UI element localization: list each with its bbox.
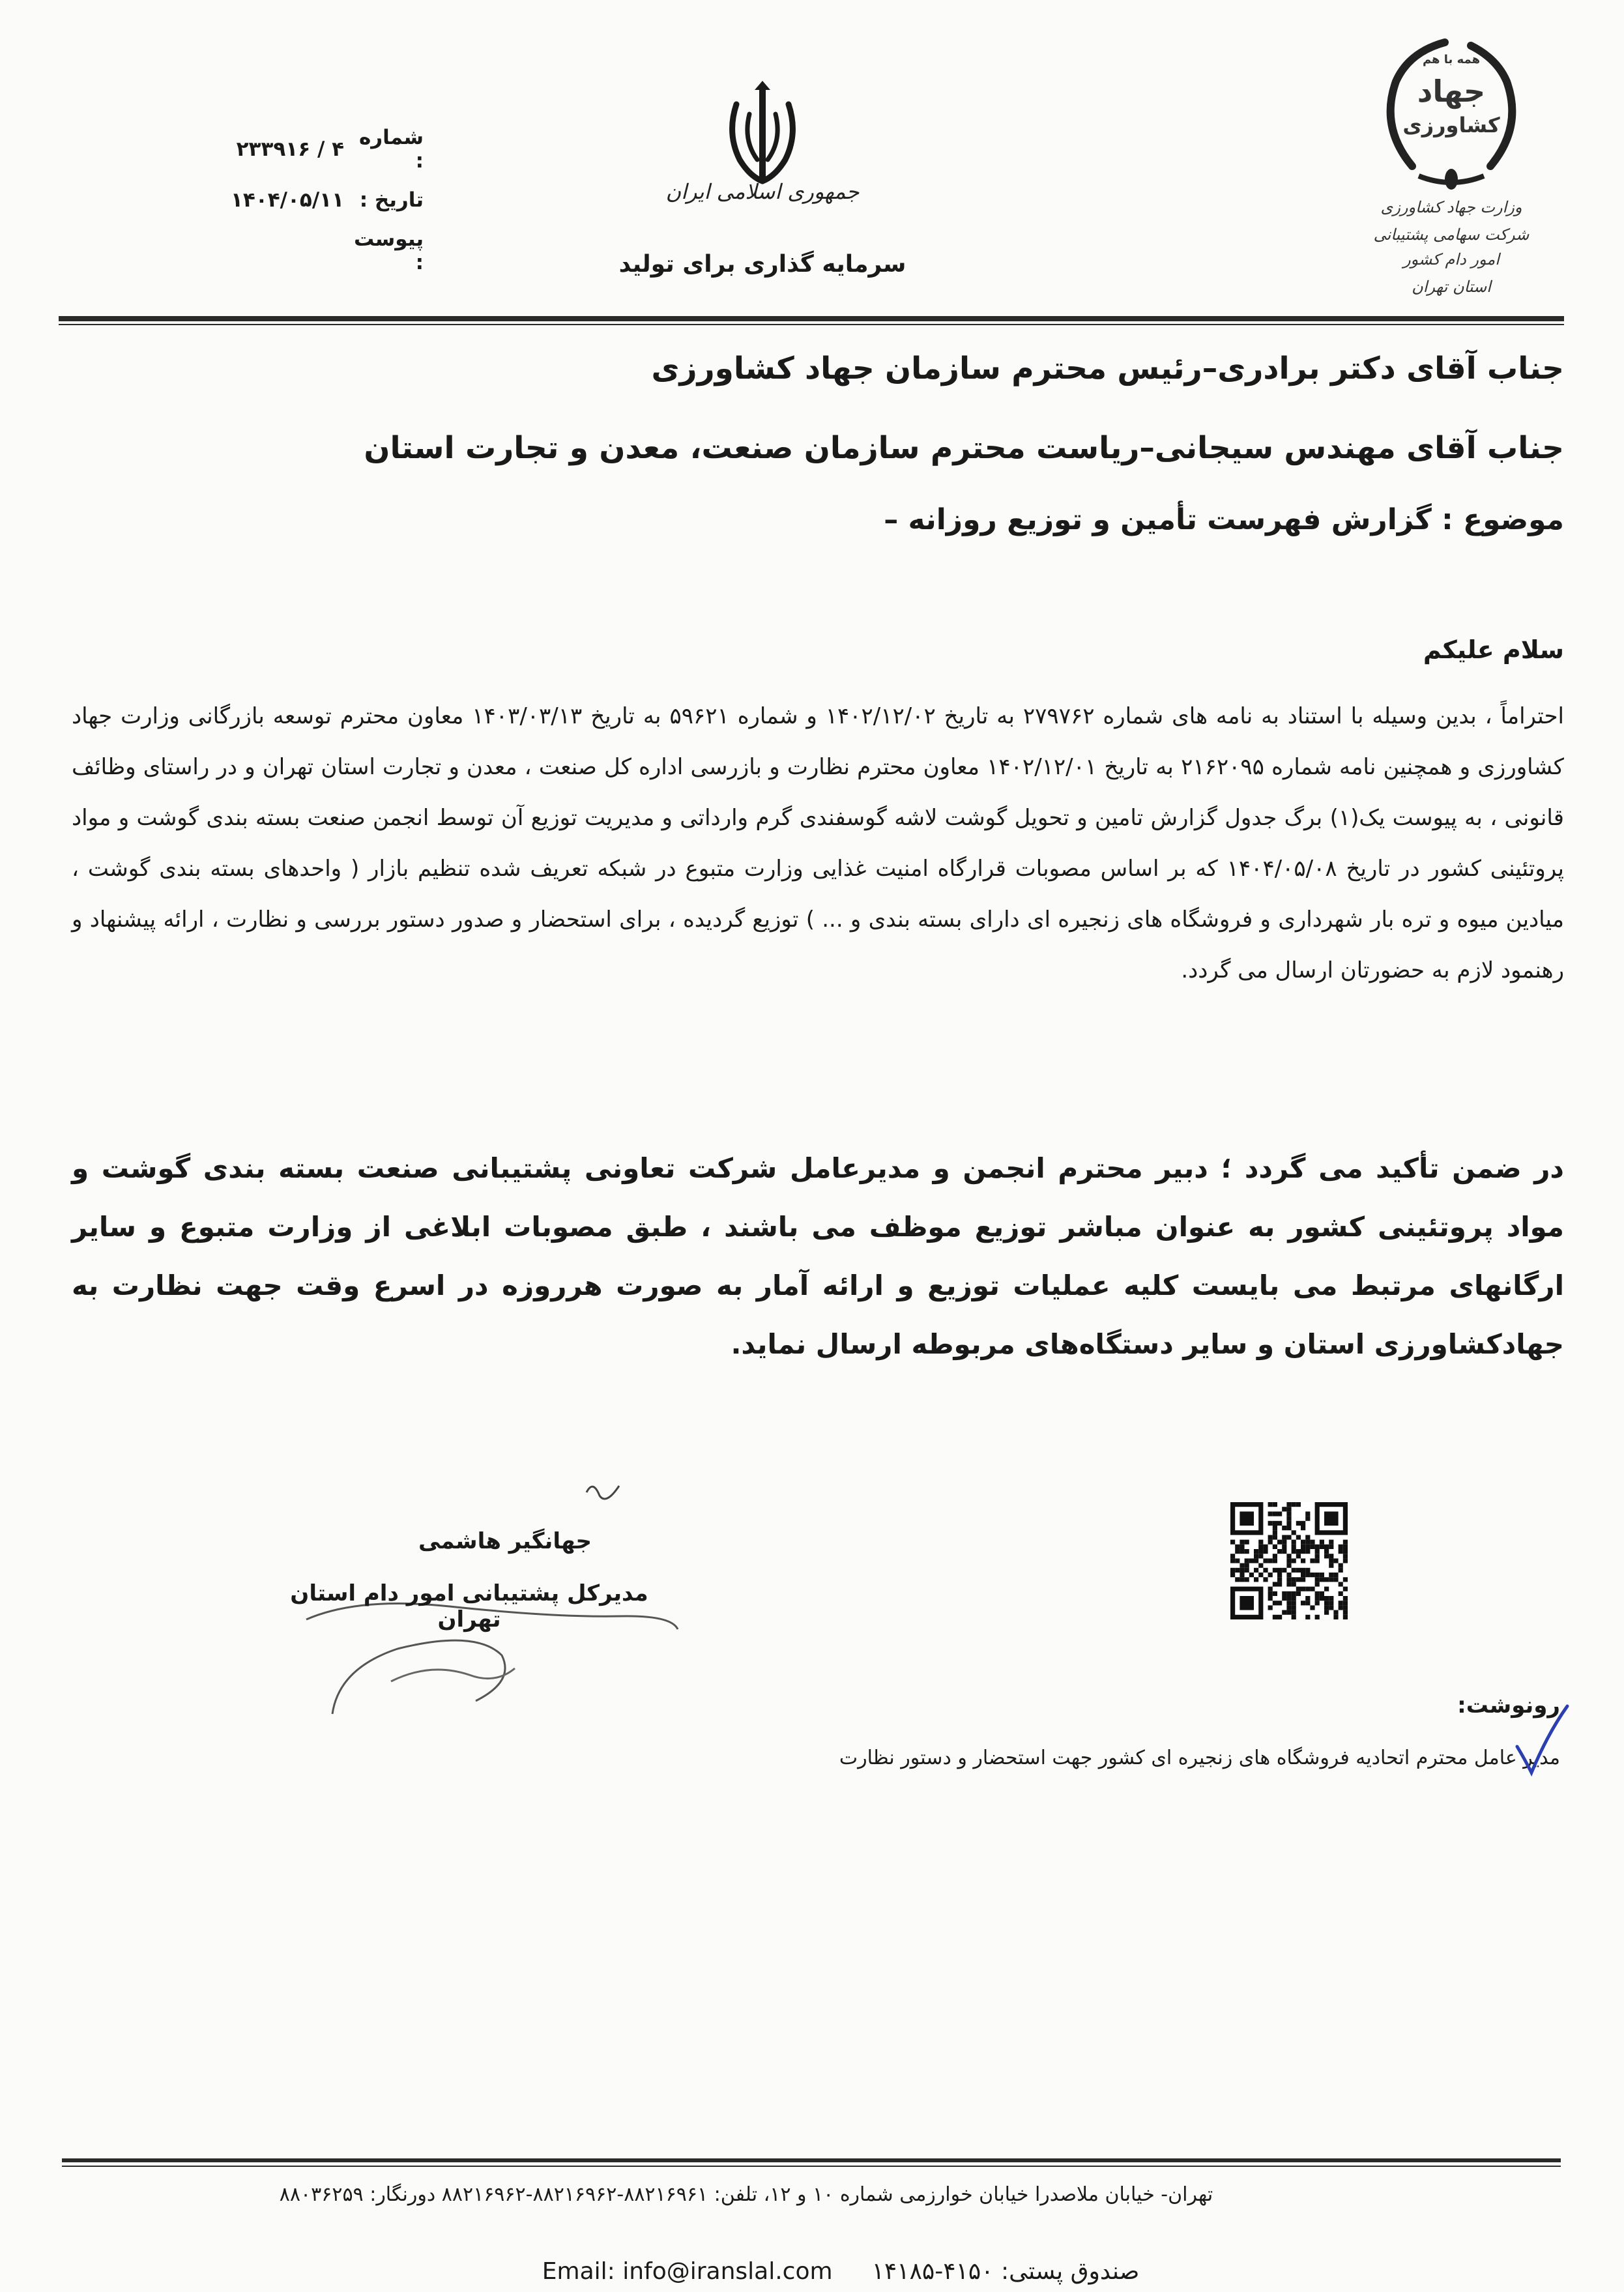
addressee-2: جناب آقای مهندس سیجانی–ریاست محترم سازمان صنعت، معدن و تجارت استان	[364, 430, 1564, 466]
footer-address: تهران- خیابان ملاصدرا خیابان خوارزمی شماره ۱۰ و ۱۲، تلفن: ۸۸۲۱۶۹۶۱-۸۸۲۱۶۹۶۲-۸۸۲۱۶۹۶۲ دورنگار: ۸۸۰۳۶۲۵۹	[279, 2183, 1213, 2206]
organization-logo	[1367, 29, 1536, 316]
state-emblem-icon	[723, 78, 802, 196]
footer-divider-thin	[62, 2166, 1561, 2167]
subject-line: موضوع : گزارش فهرست تأمین و توزیع روزانه –	[884, 503, 1564, 536]
logo-caption-2: شرکت سهامی پشتیبانی امور دام کشور	[1373, 225, 1530, 268]
country-name: جمهوری اسلامی ایران	[665, 179, 860, 204]
logo-name-line1: جهاد	[1417, 74, 1486, 109]
meta-number-label: شماره :	[358, 126, 424, 173]
meta-number-row	[163, 124, 424, 175]
slogan: سرمایه گذاری برای تولید	[618, 251, 906, 278]
qr-code-icon	[1230, 1502, 1348, 1619]
header-divider-thin	[59, 324, 1564, 325]
cc-label: رونوشت:	[1457, 1692, 1560, 1719]
footer-contact	[450, 2258, 1232, 2292]
signatory-title: مدیرکل پشتیبانی امور دام استان تهران	[290, 1580, 648, 1632]
footer-divider	[62, 2158, 1561, 2162]
meta-date-label: تاریخ :	[359, 188, 424, 212]
logo-caption-1: وزارت جهاد کشاورزی	[1380, 198, 1522, 216]
meta-date-row	[163, 175, 424, 225]
logo-caption-3: استان تهران	[1412, 278, 1491, 296]
letter-metadata	[163, 124, 424, 276]
footer-po-box: صندوق پستی: ۴۱۵۰-۱۴۱۸۵	[871, 2258, 1140, 2285]
meta-attachment-label: پیوست :	[353, 227, 424, 274]
meta-attachment-row	[163, 225, 424, 276]
meta-number-value: ۴ / ۲۳۳۹۱۶	[236, 138, 344, 161]
addressee-1: جناب آقای دکتر برادری–رئیس محترم سازمان جهاد کشاورزی	[651, 351, 1564, 386]
logo-name-line2: کشاورزی	[1402, 113, 1500, 138]
greeting: سلام علیکم	[1423, 635, 1564, 664]
jihad-logo-emblem	[1373, 29, 1530, 192]
footer-email: Email: info@iranslal.com	[542, 2258, 833, 2285]
body-emphasis-paragraph: در ضمن تأکید می گردد ؛ دبیر محترم انجمن و مدیرعامل شرکت تعاونی پشتیبانی صنعت بسته بندی گوشت و مواد پروتئینی کشور به عنوان مباشر توزیع موظف می باشند ، طبق مصوبات ابلاغی از وزارت متبوع و سایر ارگانهای مرتبط می بایست کلیه عملیات توزیع و ارائه آمار به صورت هرروزه در اسرع وقت جهت نظارت به جهادکشاورزی استان و سایر دستگاه‌های مربوطه ارسال نماید.	[72, 1152, 1564, 1360]
cc-item: مدیر عامل محترم اتحادیه فروشگاه های زنجیره ای کشور جهت استحضار و دستور نظارت	[839, 1747, 1560, 1769]
meta-date-value: ۱۴۰۴/۰۵/۱۱	[230, 188, 344, 212]
signatory-name: جهانگیر هاشمی	[418, 1528, 592, 1554]
body-paragraph: احتراماً ، بدین وسیله با استناد به نامه های شماره ۲۷۹۷۶۲ به تاریخ ۱۴۰۲/۱۲/۰۲ و شماره ۵۹۶۲۱ به تاریخ ۱۴۰۳/۰۳/۱۳ معاون محترم توسعه بازرگانی وزارت جهاد کشاورزی و همچنین نامه شماره ۲۱۶۲۰۹۵ به تاریخ ۱۴۰۲/۱۲/۰۱ معاون محترم نظارت و بازرسی اداره کل صنعت ، معدن و تجارت استان تهران و در راستای وظائف قانونی ، به پیوست یک(۱) برگ جدول گزارش تامین و تحویل گوشت لاشه گوسفندی گرم وارداتی و مدیریت توزیع آن توسط انجمن صنعت بسته بندی گوشت و مواد پروتئینی کشور در تاریخ ۱۴۰۴/۰۵/۰۸ که بر اساس مصوبات قرارگاه امنیت غذایی وزارت متبوع در شبکه تعریف شده تنظیم بازار ( واحدهای بسته بندی گوشت ، میادین میوه و تره بار شهرداری و فروشگاه های زنجیره ای دارای بسته بندی و ... ) توزیع گردیده ، برای استحضار و صدور دستور بررسی و نظارت ، ارائه پیشنهاد و رهنمود لازم به حضورتان ارسال می گردد.	[72, 703, 1565, 983]
logo-tagline: همه با هم	[1422, 53, 1481, 66]
header-divider	[59, 316, 1564, 321]
checkmark-icon	[1512, 1701, 1571, 1779]
